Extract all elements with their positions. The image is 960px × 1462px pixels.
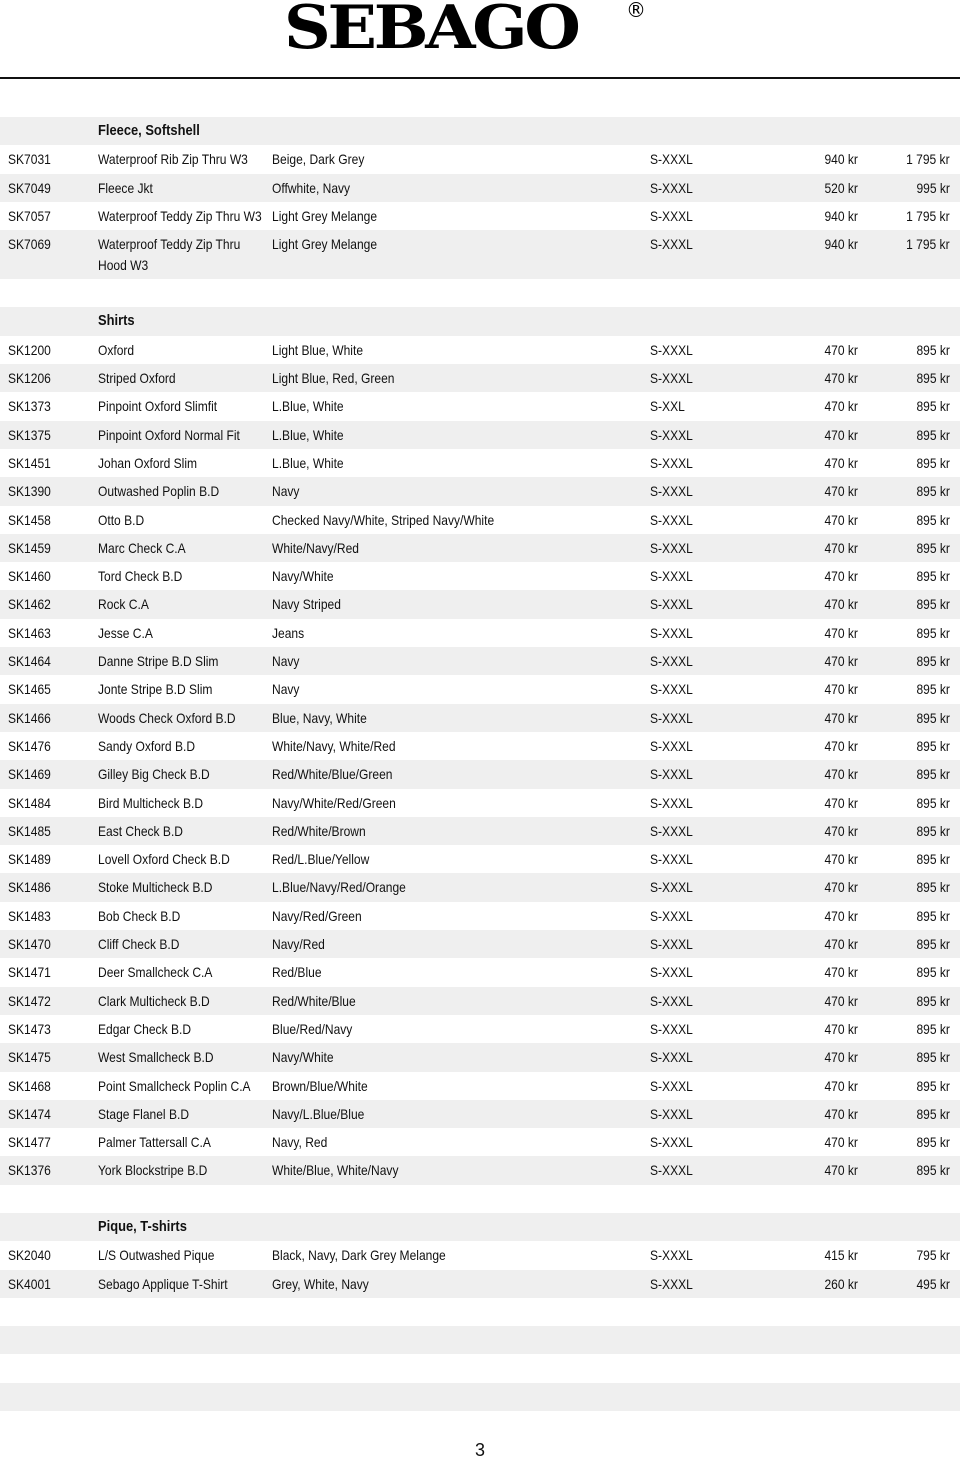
- section-spacer: [0, 279, 960, 307]
- product-colors: Navy: [272, 681, 300, 698]
- product-sizes: S-XXXL: [650, 822, 693, 839]
- wholesale-price: 470 kr: [824, 511, 858, 528]
- retail-price: 895 kr: [916, 851, 950, 868]
- retail-price: 795 kr: [916, 1247, 950, 1264]
- product-name: York Blockstripe B.D: [98, 1162, 208, 1179]
- product-name: Waterproof Rib Zip Thru W3: [98, 151, 248, 168]
- product-code: SK1475: [8, 1049, 51, 1066]
- product-name: Gilley Big Check B.D: [98, 766, 210, 783]
- product-name: Lovell Oxford Check B.D: [98, 851, 230, 868]
- retail-price: 895 kr: [916, 1077, 950, 1094]
- wholesale-price: 260 kr: [824, 1275, 858, 1292]
- product-colors: L.Blue, White: [272, 398, 344, 415]
- brand-logo: SEBAGO: [284, 0, 578, 63]
- wholesale-price: 470 kr: [824, 454, 858, 471]
- registered-mark: ®: [626, 0, 646, 22]
- retail-price: 895 kr: [916, 1020, 950, 1037]
- product-colors: Beige, Dark Grey: [272, 151, 365, 168]
- product-colors: Checked Navy/White, Striped Navy/White: [272, 511, 495, 528]
- product-sizes: S-XXXL: [650, 1134, 693, 1151]
- product-code: SK1463: [8, 624, 51, 641]
- retail-price: 895 kr: [916, 964, 950, 981]
- table-row: [0, 873, 960, 901]
- table-row: [0, 1015, 960, 1043]
- retail-price: 895 kr: [916, 822, 950, 839]
- wholesale-price: 470 kr: [824, 624, 858, 641]
- wholesale-price: 470 kr: [824, 1049, 858, 1066]
- product-colors: Light Grey Melange: [272, 207, 378, 224]
- product-sizes: S-XXXL: [650, 151, 693, 168]
- wholesale-price: 470 kr: [824, 681, 858, 698]
- section-heading-row: [0, 1213, 960, 1241]
- retail-price: 895 kr: [916, 709, 950, 726]
- product-sizes: S-XXXL: [650, 709, 693, 726]
- product-sizes: S-XXXL: [650, 1049, 693, 1066]
- retail-price: 895 kr: [916, 483, 950, 500]
- product-name: Woods Check Oxford B.D: [98, 709, 236, 726]
- product-sizes: S-XXXL: [650, 1105, 693, 1122]
- product-colors: Brown/Blue/White: [272, 1077, 368, 1094]
- product-colors: White/Navy, White/Red: [272, 737, 396, 754]
- product-colors: Light Grey Melange: [272, 236, 378, 253]
- product-colors: Navy: [272, 653, 300, 670]
- product-code: SK1477: [8, 1134, 51, 1151]
- product-colors: Light Blue, White: [272, 341, 364, 358]
- table-row: [0, 364, 960, 392]
- brand-header: [0, 0, 960, 63]
- retail-price: 995 kr: [916, 179, 950, 196]
- table-row: [0, 202, 960, 230]
- retail-price: 895 kr: [916, 907, 950, 924]
- wholesale-price: 470 kr: [824, 341, 858, 358]
- table-row: [0, 958, 960, 986]
- product-code: SK1459: [8, 539, 51, 556]
- product-colors: Navy/White/Red/Green: [272, 794, 396, 811]
- product-sizes: S-XXXL: [650, 370, 693, 387]
- product-code: SK1474: [8, 1105, 51, 1122]
- product-colors: L.Blue, White: [272, 426, 344, 443]
- product-name: Stoke Multicheck B.D: [98, 879, 213, 896]
- table-row: [0, 336, 960, 364]
- section-heading: Pique, T-shirts: [98, 1217, 187, 1235]
- table-row: [0, 230, 960, 279]
- product-sizes: S-XXXL: [650, 236, 693, 253]
- product-code: SK1472: [8, 992, 51, 1009]
- product-sizes: S-XXXL: [650, 766, 693, 783]
- retail-price: 895 kr: [916, 1134, 950, 1151]
- product-colors: Navy Striped: [272, 596, 341, 613]
- retail-price: 895 kr: [916, 737, 950, 754]
- table-row: [0, 732, 960, 760]
- section-heading-row: [0, 307, 960, 335]
- product-colors: Navy/Red/Green: [272, 907, 362, 924]
- product-code: SK1460: [8, 568, 51, 585]
- table-row: [0, 534, 960, 562]
- product-code: SK2040: [8, 1247, 51, 1264]
- product-name: Pinpoint Oxford Normal Fit: [98, 426, 240, 443]
- retail-price: 895 kr: [916, 766, 950, 783]
- wholesale-price: 415 kr: [824, 1247, 858, 1264]
- product-code: SK1485: [8, 822, 51, 839]
- wholesale-price: 470 kr: [824, 879, 858, 896]
- product-name: Johan Oxford Slim: [98, 454, 198, 471]
- product-sizes: S-XXXL: [650, 964, 693, 981]
- table-row: [0, 987, 960, 1015]
- retail-price: 1 795 kr: [906, 207, 950, 224]
- product-name: Jonte Stripe B.D Slim: [98, 681, 213, 698]
- table-row: [0, 902, 960, 930]
- retail-price: 895 kr: [916, 511, 950, 528]
- product-name: Waterproof Teddy Zip Thru W3: [98, 207, 262, 224]
- product-code: SK7057: [8, 207, 51, 224]
- product-name: Tord Check B.D: [98, 568, 183, 585]
- product-sizes: S-XXXL: [650, 568, 693, 585]
- product-code: SK1473: [8, 1020, 51, 1037]
- retail-price: 895 kr: [916, 426, 950, 443]
- product-colors: White/Navy/Red: [272, 539, 359, 556]
- wholesale-price: 470 kr: [824, 851, 858, 868]
- product-name: Danne Stripe B.D Slim: [98, 653, 219, 670]
- product-colors: Navy/L.Blue/Blue: [272, 1105, 365, 1122]
- retail-price: 895 kr: [916, 398, 950, 415]
- product-sizes: S-XXXL: [650, 207, 693, 224]
- table-row: [0, 930, 960, 958]
- product-code: SK1470: [8, 936, 51, 953]
- retail-price: 895 kr: [916, 1049, 950, 1066]
- table-row: [0, 1128, 960, 1156]
- product-code: SK1200: [8, 341, 51, 358]
- table-row: [0, 562, 960, 590]
- wholesale-price: 470 kr: [824, 907, 858, 924]
- product-code: SK1375: [8, 426, 51, 443]
- product-name: Waterproof Teddy Zip Thru Hood W3: [98, 236, 241, 274]
- product-code: SK1376: [8, 1162, 51, 1179]
- product-sizes: S-XXXL: [650, 1247, 693, 1264]
- product-code: SK4001: [8, 1275, 51, 1292]
- product-sizes: S-XXXL: [650, 179, 693, 196]
- product-name: Bird Multicheck B.D: [98, 794, 204, 811]
- product-code: SK1373: [8, 398, 51, 415]
- table-row: [0, 675, 960, 703]
- product-colors: Navy/Red: [272, 936, 325, 953]
- product-name: Bob Check B.D: [98, 907, 181, 924]
- product-name: Clark Multicheck B.D: [98, 992, 210, 1009]
- wholesale-price: 470 kr: [824, 1105, 858, 1122]
- spacer-row: [0, 1354, 960, 1382]
- wholesale-price: 470 kr: [824, 568, 858, 585]
- retail-price: 895 kr: [916, 624, 950, 641]
- empty-row: [0, 1383, 960, 1411]
- wholesale-price: 520 kr: [824, 179, 858, 196]
- product-code: SK1476: [8, 737, 51, 754]
- table-row: [0, 145, 960, 173]
- product-code: SK1483: [8, 907, 51, 924]
- product-colors: Red/L.Blue/Yellow: [272, 851, 370, 868]
- retail-price: 895 kr: [916, 370, 950, 387]
- wholesale-price: 470 kr: [824, 709, 858, 726]
- product-name: Striped Oxford: [98, 370, 176, 387]
- page-number: 3: [474, 1440, 485, 1460]
- product-colors: L.Blue, White: [272, 454, 344, 471]
- product-colors: Black, Navy, Dark Grey Melange: [272, 1247, 446, 1264]
- product-sizes: S-XXXL: [650, 737, 693, 754]
- wholesale-price: 470 kr: [824, 370, 858, 387]
- table-row: [0, 1100, 960, 1128]
- table-row: [0, 392, 960, 420]
- product-name: Jesse C.A: [98, 624, 153, 641]
- retail-price: 895 kr: [916, 596, 950, 613]
- product-code: SK1469: [8, 766, 51, 783]
- product-name: Deer Smallcheck C.A: [98, 964, 213, 981]
- product-colors: Blue/Red/Navy: [272, 1020, 353, 1037]
- table-row: [0, 1241, 960, 1269]
- product-colors: L.Blue/Navy/Red/Orange: [272, 879, 406, 896]
- product-code: SK1486: [8, 879, 51, 896]
- product-code: SK7049: [8, 179, 51, 196]
- product-code: SK1464: [8, 653, 51, 670]
- product-code: SK1484: [8, 794, 51, 811]
- empty-row: [0, 1326, 960, 1354]
- product-code: SK1465: [8, 681, 51, 698]
- product-name: West Smallcheck B.D: [98, 1049, 214, 1066]
- wholesale-price: 470 kr: [824, 539, 858, 556]
- product-name: Edgar Check B.D: [98, 1020, 192, 1037]
- product-name: Fleece Jkt: [98, 179, 153, 196]
- retail-price: 895 kr: [916, 568, 950, 585]
- wholesale-price: 470 kr: [824, 964, 858, 981]
- wholesale-price: 470 kr: [824, 822, 858, 839]
- product-code: SK1390: [8, 483, 51, 500]
- section-spacer: [0, 1185, 960, 1213]
- table-row: [0, 1156, 960, 1184]
- product-code: SK7069: [8, 236, 51, 253]
- retail-price: 895 kr: [916, 653, 950, 670]
- retail-price: 1 795 kr: [906, 236, 950, 253]
- table-row: [0, 174, 960, 202]
- header-rule: [0, 77, 960, 79]
- product-name: Rock C.A: [98, 596, 149, 613]
- wholesale-price: 470 kr: [824, 1077, 858, 1094]
- table-row: [0, 1270, 960, 1298]
- product-sizes: S-XXXL: [650, 907, 693, 924]
- wholesale-price: 470 kr: [824, 596, 858, 613]
- wholesale-price: 470 kr: [824, 794, 858, 811]
- product-sizes: S-XXXL: [650, 681, 693, 698]
- product-code: SK1466: [8, 709, 51, 726]
- retail-price: 1 795 kr: [906, 151, 950, 168]
- product-colors: Red/White/Brown: [272, 822, 366, 839]
- product-sizes: S-XXXL: [650, 851, 693, 868]
- table-row: [0, 845, 960, 873]
- product-code: SK1468: [8, 1077, 51, 1094]
- wholesale-price: 470 kr: [824, 1134, 858, 1151]
- wholesale-price: 470 kr: [824, 766, 858, 783]
- section-heading: Shirts: [98, 312, 135, 330]
- product-name: Sebago Applique T-Shirt: [98, 1275, 228, 1292]
- wholesale-price: 470 kr: [824, 1020, 858, 1037]
- product-sizes: S-XXXL: [650, 426, 693, 443]
- wholesale-price: 940 kr: [824, 207, 858, 224]
- wholesale-price: 470 kr: [824, 398, 858, 415]
- product-sizes: S-XXXL: [650, 879, 693, 896]
- product-colors: Navy: [272, 483, 300, 500]
- product-code: SK1489: [8, 851, 51, 868]
- retail-price: 495 kr: [916, 1275, 950, 1292]
- product-colors: Jeans: [272, 624, 305, 641]
- product-colors: Light Blue, Red, Green: [272, 370, 395, 387]
- product-code: SK1451: [8, 454, 51, 471]
- wholesale-price: 940 kr: [824, 151, 858, 168]
- retail-price: 895 kr: [916, 879, 950, 896]
- product-colors: Grey, White, Navy: [272, 1275, 369, 1292]
- retail-price: 895 kr: [916, 992, 950, 1009]
- product-name: Sandy Oxford B.D: [98, 737, 196, 754]
- product-colors: Navy/White: [272, 568, 334, 585]
- product-sizes: S-XXXL: [650, 1275, 693, 1292]
- table-row: [0, 1072, 960, 1100]
- product-sizes: S-XXXL: [650, 1077, 693, 1094]
- product-code: SK1462: [8, 596, 51, 613]
- retail-price: 895 kr: [916, 936, 950, 953]
- product-sizes: S-XXXL: [650, 992, 693, 1009]
- product-sizes: S-XXXL: [650, 539, 693, 556]
- retail-price: 895 kr: [916, 341, 950, 358]
- product-colors: Offwhite, Navy: [272, 179, 351, 196]
- table-row: [0, 619, 960, 647]
- product-name: Pinpoint Oxford Slimfit: [98, 398, 218, 415]
- table-row: [0, 449, 960, 477]
- table-row: [0, 477, 960, 505]
- table-row: [0, 789, 960, 817]
- product-name: Otto B.D: [98, 511, 145, 528]
- retail-price: 895 kr: [916, 539, 950, 556]
- product-code: SK7031: [8, 151, 51, 168]
- product-code: SK1458: [8, 511, 51, 528]
- product-sizes: S-XXXL: [650, 936, 693, 953]
- table-row: [0, 506, 960, 534]
- wholesale-price: 470 kr: [824, 483, 858, 500]
- product-name: Stage Flanel B.D: [98, 1105, 190, 1122]
- section-heading: Fleece, Softshell: [98, 122, 200, 139]
- table-row: [0, 704, 960, 732]
- product-name: Cliff Check B.D: [98, 936, 180, 953]
- product-sizes: S-XXXL: [650, 794, 693, 811]
- table-row: [0, 647, 960, 675]
- wholesale-price: 470 kr: [824, 426, 858, 443]
- product-sizes: S-XXXL: [650, 511, 693, 528]
- product-name: Outwashed Poplin B.D: [98, 483, 220, 500]
- table-row: [0, 760, 960, 788]
- table-row: [0, 817, 960, 845]
- product-name: L/S Outwashed Pique: [98, 1247, 215, 1264]
- product-code: SK1206: [8, 370, 51, 387]
- wholesale-price: 470 kr: [824, 737, 858, 754]
- wholesale-price: 470 kr: [824, 1162, 858, 1179]
- retail-price: 895 kr: [916, 681, 950, 698]
- product-colors: Blue, Navy, White: [272, 709, 367, 726]
- wholesale-price: 470 kr: [824, 936, 858, 953]
- product-colors: Navy, Red: [272, 1134, 328, 1151]
- product-sizes: S-XXL: [650, 398, 685, 415]
- product-name: East Check B.D: [98, 822, 183, 839]
- spacer-row: [0, 1298, 960, 1326]
- product-name: Marc Check C.A: [98, 539, 186, 556]
- retail-price: 895 kr: [916, 794, 950, 811]
- product-sizes: S-XXXL: [650, 624, 693, 641]
- table-row: [0, 590, 960, 618]
- product-colors: Red/White/Blue/Green: [272, 766, 393, 783]
- product-sizes: S-XXXL: [650, 1020, 693, 1037]
- wholesale-price: 470 kr: [824, 992, 858, 1009]
- product-sizes: S-XXXL: [650, 341, 693, 358]
- retail-price: 895 kr: [916, 1162, 950, 1179]
- product-colors: Red/White/Blue: [272, 992, 356, 1009]
- product-sizes: S-XXXL: [650, 483, 693, 500]
- product-sizes: S-XXXL: [650, 653, 693, 670]
- product-name: Point Smallcheck Poplin C.A: [98, 1077, 251, 1094]
- product-colors: Navy/White: [272, 1049, 334, 1066]
- product-code: SK1471: [8, 964, 51, 981]
- product-sizes: S-XXXL: [650, 454, 693, 471]
- table-row: [0, 421, 960, 449]
- retail-price: 895 kr: [916, 454, 950, 471]
- product-name: Oxford: [98, 341, 135, 358]
- product-colors: Red/Blue: [272, 964, 322, 981]
- wholesale-price: 470 kr: [824, 653, 858, 670]
- product-sizes: S-XXXL: [650, 596, 693, 613]
- product-name: Palmer Tattersall C.A: [98, 1134, 211, 1151]
- section-heading-row: [0, 117, 960, 145]
- price-list: [0, 117, 960, 1411]
- table-row: [0, 1043, 960, 1071]
- product-sizes: S-XXXL: [650, 1162, 693, 1179]
- wholesale-price: 940 kr: [824, 236, 858, 253]
- product-colors: White/Blue, White/Navy: [272, 1162, 399, 1179]
- retail-price: 895 kr: [916, 1105, 950, 1122]
